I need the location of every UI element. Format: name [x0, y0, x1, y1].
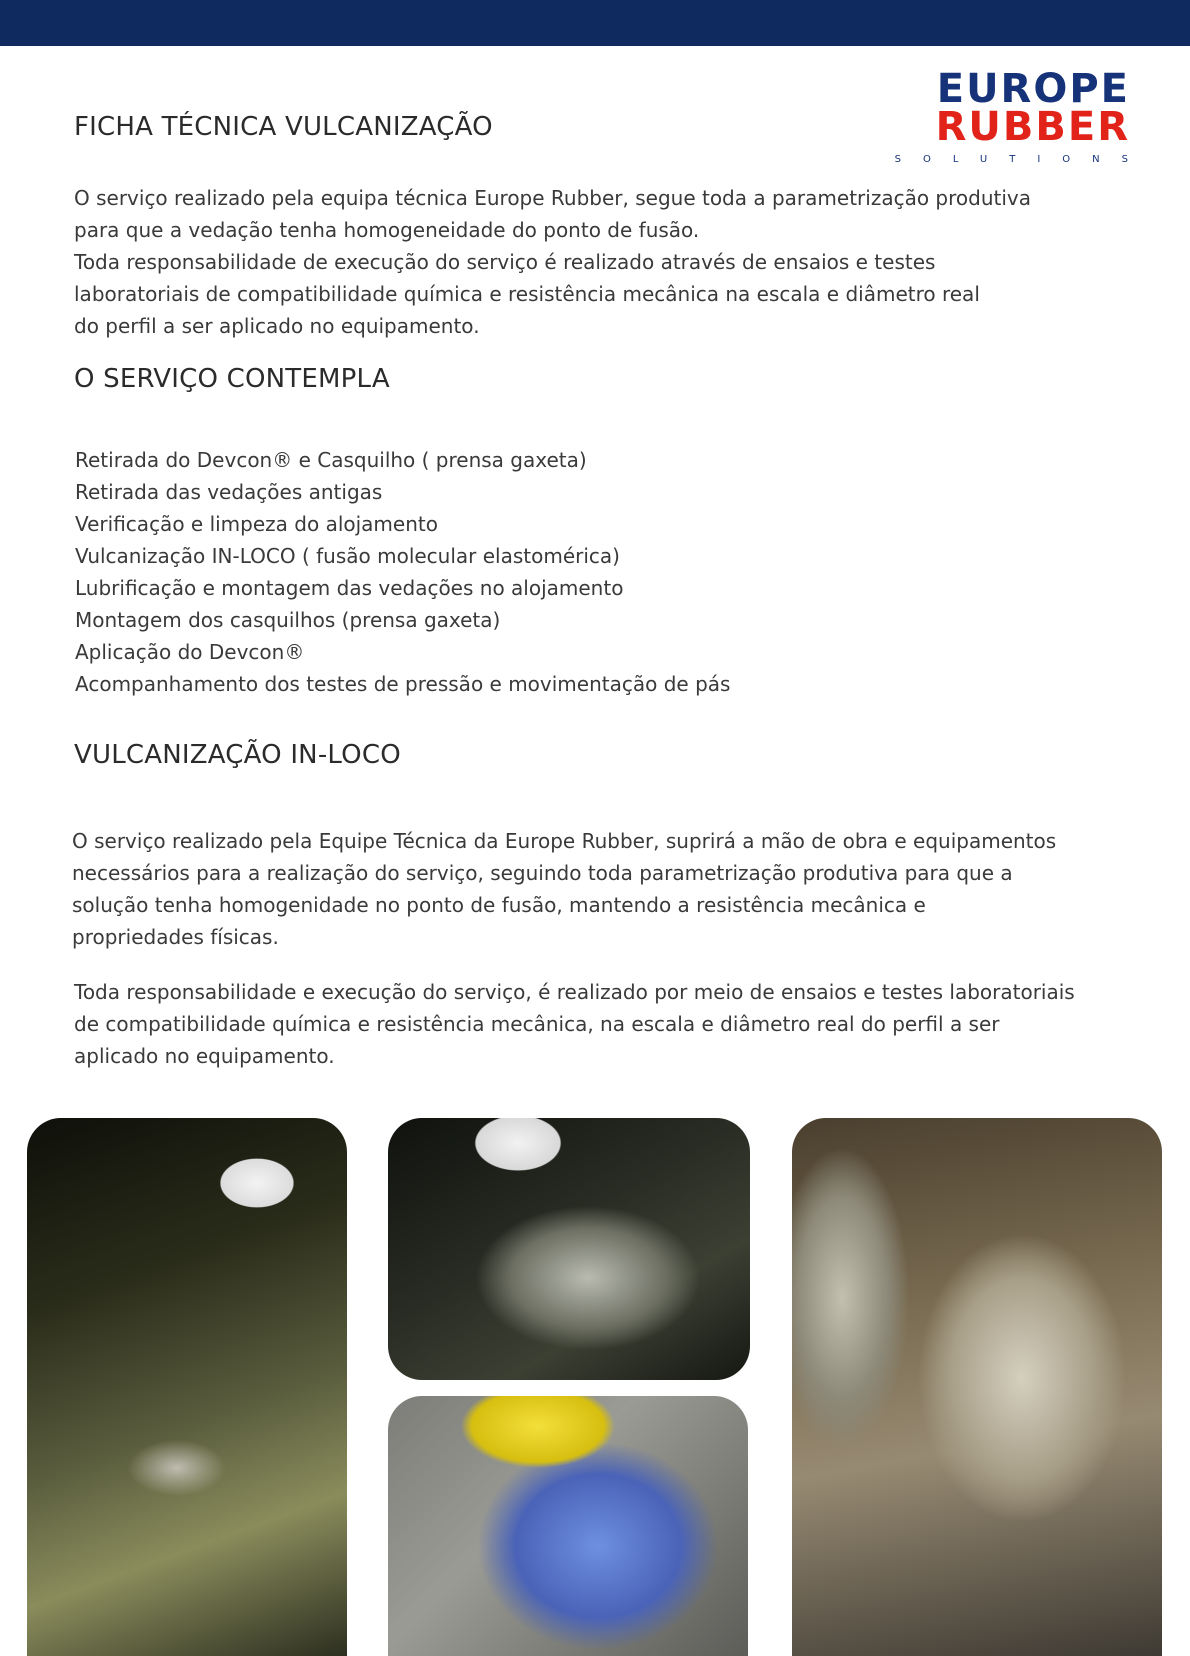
- intro-line: do perfil a ser aplicado no equipamento.: [74, 314, 480, 338]
- photo-gloved-hand-seal: [388, 1396, 748, 1656]
- logo-word-rubber: RUBBER: [935, 104, 1130, 150]
- intro-paragraph: [74, 182, 1031, 342]
- logo-word-solutions: SOLUTIONS: [894, 154, 1150, 165]
- photo-press-closeup: [792, 1118, 1162, 1656]
- paragraph-line: propriedades físicas.: [72, 925, 279, 949]
- logo: [880, 66, 1150, 172]
- vulcanizacao-paragraph-1: [72, 825, 1056, 953]
- section-title-vulcanizacao: VULCANIZAÇÃO IN-LOCO: [74, 740, 401, 770]
- list-item: Montagem dos casquilhos (prensa gaxeta): [75, 608, 501, 632]
- list-item: Vulcanização IN-LOCO ( fusão molecular elastomérica): [75, 544, 620, 568]
- paragraph-line: O serviço realizado pela Equipe Técnica da Europe Rubber, suprirá a mão de obra e equipamentos: [72, 829, 1057, 853]
- list-item: Retirada das vedações antigas: [75, 480, 383, 504]
- paragraph-line: necessários para a realização do serviço, seguindo toda parametrização produtiva para que a: [72, 861, 1013, 885]
- service-list: [75, 444, 730, 700]
- section-title-servico: O SERVIÇO CONTEMPLA: [74, 364, 390, 394]
- list-item: Verificação e limpeza do alojamento: [75, 512, 438, 536]
- intro-line: Toda responsabilidade de execução do serviço é realizado através de ensaios e testes: [74, 250, 936, 274]
- intro-line: para que a vedação tenha homogeneidade do ponto de fusão.: [74, 218, 700, 242]
- photo-vulcanizing-press: [388, 1118, 750, 1380]
- paragraph-line: aplicado no equipamento.: [74, 1044, 335, 1068]
- paragraph-line: Toda responsabilidade e execução do serviço, é realizado por meio de ensaios e testes laboratoriais: [74, 980, 1075, 1004]
- list-item: Aplicação do Devcon®: [75, 640, 305, 664]
- logo-word-europe: EUROPE: [936, 66, 1130, 112]
- vulcanizacao-paragraph-2: [74, 976, 1075, 1072]
- section-title-ficha: FICHA TÉCNICA VULCANIZAÇÃO: [74, 112, 493, 142]
- photo-worker-vulcanizing: [27, 1118, 347, 1656]
- intro-line: laboratoriais de compatibilidade química e resistência mecânica na escala e diâmetro real: [74, 282, 980, 306]
- header-bar: [0, 0, 1190, 46]
- list-item: Acompanhamento dos testes de pressão e movimentação de pás: [75, 672, 731, 696]
- paragraph-line: solução tenha homogenidade no ponto de fusão, mantendo a resistência mecânica e: [72, 893, 926, 917]
- list-item: Lubrificação e montagem das vedações no alojamento: [75, 576, 624, 600]
- paragraph-line: de compatibilidade química e resistência mecânica, na escala e diâmetro real do perfil a ser: [74, 1012, 1000, 1036]
- intro-line: O serviço realizado pela equipa técnica Europe Rubber, segue toda a parametrização produtiva: [74, 186, 1031, 210]
- list-item: Retirada do Devcon® e Casquilho ( prensa gaxeta): [75, 448, 587, 472]
